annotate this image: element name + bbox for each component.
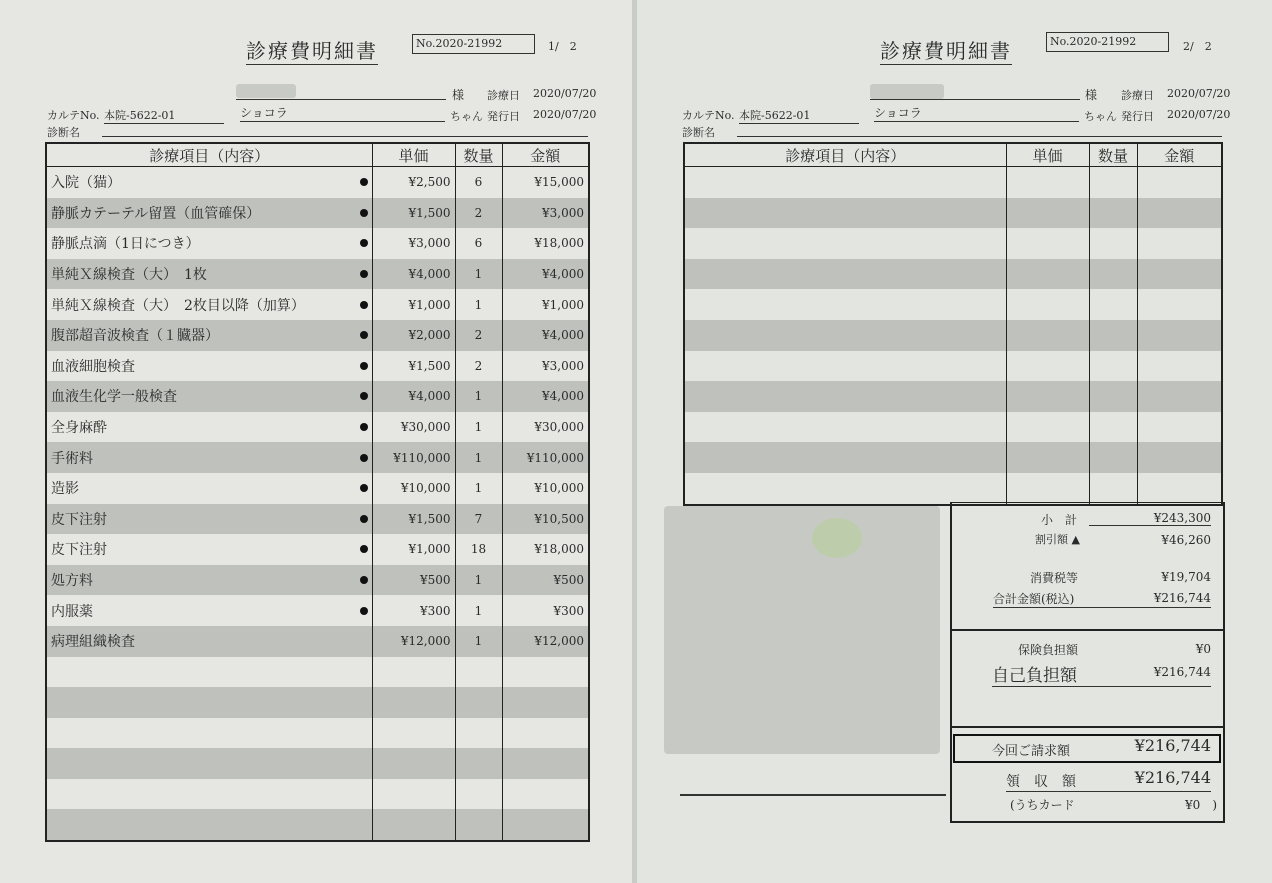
- item-price: [372, 748, 455, 779]
- document-title: 診療費明細書: [880, 35, 1012, 65]
- karte-label: カルテNo.: [682, 109, 735, 122]
- item-price: [372, 687, 455, 718]
- pet-name: ショコラ: [874, 104, 1079, 122]
- item-name: [46, 779, 372, 810]
- card-value: ¥0 ): [1185, 798, 1217, 812]
- item-amount: ¥500: [502, 565, 589, 596]
- bullet-dot-icon: [360, 331, 368, 339]
- exam-date: 2020/07/20: [1167, 87, 1231, 100]
- item-name: [46, 748, 372, 779]
- table-row: [46, 504, 589, 535]
- item-amount: [1137, 381, 1222, 412]
- item-qty: 2: [455, 198, 502, 229]
- issue-date-label: 発行日: [1121, 110, 1154, 123]
- bullet-dot-icon: [360, 484, 368, 492]
- exam-date-label: 診療日: [1121, 89, 1154, 102]
- item-amount: ¥15,000: [502, 167, 589, 198]
- table-row: [46, 167, 589, 198]
- tax-label: 消費税等: [1030, 571, 1079, 585]
- document-number: No.2020-21992: [412, 34, 535, 54]
- item-amount: ¥4,000: [502, 381, 589, 412]
- item-name: [46, 657, 372, 688]
- item-price: [1006, 442, 1089, 473]
- table-row: [684, 320, 1222, 351]
- bullet-dot-icon: [360, 423, 368, 431]
- item-qty: [1089, 381, 1137, 412]
- column-price: 単価: [372, 143, 455, 167]
- item-amount: [1137, 351, 1222, 382]
- item-amount: [502, 657, 589, 688]
- item-name: [684, 259, 1006, 290]
- item-price: [372, 718, 455, 749]
- item-qty: 7: [455, 504, 502, 535]
- received-value: ¥216,744: [1134, 768, 1211, 787]
- item-name: [684, 412, 1006, 443]
- item-name: [46, 809, 372, 841]
- item-amount: [1137, 228, 1222, 259]
- item-amount: [1137, 412, 1222, 443]
- page-2: [637, 0, 1272, 883]
- item-price: ¥110,000: [372, 442, 455, 473]
- item-price: [1006, 289, 1089, 320]
- item-price: ¥2,000: [372, 320, 455, 351]
- item-qty: [1089, 228, 1137, 259]
- item-price: [1006, 198, 1089, 229]
- issue-date: 2020/07/20: [533, 108, 597, 121]
- total-label: 合計金額(税込): [993, 590, 1211, 608]
- item-amount: ¥12,000: [502, 626, 589, 657]
- item-amount: [502, 809, 589, 841]
- item-qty: 1: [455, 412, 502, 443]
- item-qty: 2: [455, 320, 502, 351]
- pet-name: ショコラ: [240, 104, 445, 122]
- column-price: 単価: [1006, 143, 1089, 167]
- item-price: [372, 809, 455, 841]
- bullet-dot-icon: [360, 301, 368, 309]
- chan-label: ちゃん: [1084, 110, 1117, 123]
- table-row: [46, 381, 589, 412]
- page-number: 2/ 2: [1183, 40, 1212, 53]
- issue-date: 2020/07/20: [1167, 108, 1231, 121]
- page-number: 1/ 2: [548, 40, 577, 53]
- bullet-dot-icon: [360, 545, 368, 553]
- table-row: [46, 534, 589, 565]
- item-qty: [1089, 473, 1137, 505]
- item-amount: [1137, 259, 1222, 290]
- item-price: ¥10,000: [372, 473, 455, 504]
- item-qty: [1089, 259, 1137, 290]
- item-amount: [1137, 442, 1222, 473]
- table-row: [684, 442, 1222, 473]
- bullet-dot-icon: [360, 454, 368, 462]
- received-label: 領 収 額: [1006, 771, 1211, 792]
- table-row: [46, 351, 589, 382]
- item-amount: [1137, 320, 1222, 351]
- item-name: 腹部超音波検査（１臓器）: [46, 320, 372, 351]
- item-qty: [1089, 320, 1137, 351]
- owner-name-redacted: [236, 84, 296, 98]
- karte-number: 本院-5622-01: [104, 107, 224, 124]
- item-name: 単純Ｘ線検査（大） 1枚: [46, 259, 372, 290]
- item-amount: ¥4,000: [502, 320, 589, 351]
- item-price: [372, 779, 455, 810]
- items-table-empty: [683, 142, 1223, 506]
- page-1: [0, 0, 632, 883]
- item-price: [372, 657, 455, 688]
- table-row: [684, 412, 1222, 443]
- signature-line: [680, 794, 946, 796]
- item-price: ¥1,500: [372, 198, 455, 229]
- item-qty: 2: [455, 351, 502, 382]
- document-number: No.2020-21992: [1046, 32, 1169, 52]
- item-amount: ¥110,000: [502, 442, 589, 473]
- item-amount: ¥1,000: [502, 289, 589, 320]
- karte-number: 本院-5622-01: [739, 107, 859, 124]
- item-name: 単純Ｘ線検査（大） 2枚目以降（加算）: [46, 289, 372, 320]
- bullet-dot-icon: [360, 607, 368, 615]
- table-row: [684, 289, 1222, 320]
- table-row: [46, 595, 589, 626]
- item-amount: ¥30,000: [502, 412, 589, 443]
- item-qty: [1089, 412, 1137, 443]
- billing-label: 今回ご請求額: [992, 744, 1071, 759]
- item-qty: [455, 657, 502, 688]
- item-price: ¥4,000: [372, 259, 455, 290]
- item-price: ¥3,000: [372, 228, 455, 259]
- item-qty: 18: [455, 534, 502, 565]
- column-amount: 金額: [502, 143, 589, 167]
- bullet-dot-icon: [360, 209, 368, 217]
- bullet-dot-icon: [360, 270, 368, 278]
- billing-value: ¥216,744: [1134, 736, 1211, 755]
- item-name: 造影: [46, 473, 372, 504]
- item-price: ¥4,000: [372, 381, 455, 412]
- item-qty: 6: [455, 228, 502, 259]
- item-qty: [1089, 442, 1137, 473]
- exam-date: 2020/07/20: [533, 87, 597, 100]
- item-qty: [455, 687, 502, 718]
- subtotal-value: ¥243,300: [1089, 511, 1211, 526]
- item-amount: [1137, 167, 1222, 198]
- diagnosis-line: [102, 136, 588, 137]
- item-qty: 6: [455, 167, 502, 198]
- item-qty: [455, 718, 502, 749]
- diagnosis-label: 診断名: [47, 126, 80, 139]
- sama-label: 様: [1085, 88, 1098, 102]
- item-amount: [502, 748, 589, 779]
- item-price: [1006, 351, 1089, 382]
- bullet-dot-icon: [360, 239, 368, 247]
- item-name: [46, 718, 372, 749]
- item-qty: [1089, 198, 1137, 229]
- item-name: 処方料: [46, 565, 372, 596]
- table-row: [46, 809, 589, 841]
- item-amount: ¥10,000: [502, 473, 589, 504]
- item-amount: ¥10,500: [502, 504, 589, 535]
- table-row: [684, 198, 1222, 229]
- bullet-dot-icon: [360, 392, 368, 400]
- item-qty: [455, 809, 502, 841]
- discount-value: ¥46,260: [1161, 533, 1211, 547]
- bullet-dot-icon: [360, 576, 368, 584]
- item-name: [684, 228, 1006, 259]
- item-qty: 1: [455, 473, 502, 504]
- item-qty: 1: [455, 626, 502, 657]
- item-name: 病理組織検査: [46, 626, 372, 657]
- item-qty: 1: [455, 565, 502, 596]
- item-price: [1006, 228, 1089, 259]
- item-name: 静脈カテーテル留置（血管確保）: [46, 198, 372, 229]
- table-row: [46, 687, 589, 718]
- item-price: ¥1,000: [372, 289, 455, 320]
- item-price: ¥2,500: [372, 167, 455, 198]
- table-row: [46, 442, 589, 473]
- table-row: [684, 167, 1222, 198]
- item-price: ¥1,500: [372, 504, 455, 535]
- item-qty: 1: [455, 259, 502, 290]
- chan-label: ちゃん: [450, 110, 483, 123]
- insurance-label: 保険負担額: [1018, 643, 1079, 657]
- table-row: [46, 320, 589, 351]
- table-row: [684, 351, 1222, 382]
- item-price: [1006, 167, 1089, 198]
- self-pay-value: ¥216,744: [1153, 665, 1211, 679]
- item-qty: [1089, 351, 1137, 382]
- bullet-dot-icon: [360, 178, 368, 186]
- item-price: ¥30,000: [372, 412, 455, 443]
- item-name: [684, 320, 1006, 351]
- bullet-dot-icon: [360, 515, 368, 523]
- item-qty: [455, 779, 502, 810]
- item-qty: 1: [455, 595, 502, 626]
- item-amount: ¥18,000: [502, 228, 589, 259]
- table-row: [46, 565, 589, 596]
- item-price: [1006, 259, 1089, 290]
- item-name: [684, 289, 1006, 320]
- item-name: 静脈点滴（1日につき）: [46, 228, 372, 259]
- card-label: (うちカード: [1010, 798, 1075, 812]
- sama-label: 様: [452, 88, 465, 102]
- item-qty: [1089, 167, 1137, 198]
- item-name: [684, 351, 1006, 382]
- summary-divider: [952, 726, 1223, 728]
- item-price: ¥300: [372, 595, 455, 626]
- owner-name-redacted: [870, 84, 944, 99]
- subtotal-label: 小 計: [1041, 513, 1078, 527]
- total-value: ¥216,744: [1153, 591, 1211, 605]
- table-row: [46, 228, 589, 259]
- item-name: [684, 167, 1006, 198]
- diagnosis-line: [737, 136, 1222, 137]
- item-name: 皮下注射: [46, 534, 372, 565]
- item-amount: ¥4,000: [502, 259, 589, 290]
- item-qty: 1: [455, 289, 502, 320]
- item-name: [684, 473, 1006, 505]
- item-amount: [502, 718, 589, 749]
- column-qty: 数量: [1089, 143, 1137, 167]
- diagnosis-label: 診断名: [682, 126, 715, 139]
- item-price: ¥500: [372, 565, 455, 596]
- table-row: [46, 718, 589, 749]
- table-row: [46, 473, 589, 504]
- item-name: 入院（猫）: [46, 167, 372, 198]
- item-name: 皮下注射: [46, 504, 372, 535]
- table-row: [46, 289, 589, 320]
- item-qty: [455, 748, 502, 779]
- table-row: [46, 626, 589, 657]
- item-name: 全身麻酔: [46, 412, 372, 443]
- item-name: 内服薬: [46, 595, 372, 626]
- item-price: ¥12,000: [372, 626, 455, 657]
- owner-name-line: [236, 99, 446, 100]
- item-price: [1006, 320, 1089, 351]
- table-row: [684, 228, 1222, 259]
- item-price: ¥1,000: [372, 534, 455, 565]
- item-amount: ¥3,000: [502, 351, 589, 382]
- table-row: [46, 779, 589, 810]
- item-name: [684, 198, 1006, 229]
- tax-value: ¥19,704: [1161, 570, 1211, 584]
- item-amount: ¥3,000: [502, 198, 589, 229]
- item-price: [1006, 412, 1089, 443]
- table-row: [684, 259, 1222, 290]
- item-name: [46, 687, 372, 718]
- table-row: [46, 412, 589, 443]
- bullet-dot-icon: [360, 362, 368, 370]
- karte-label: カルテNo.: [47, 109, 100, 122]
- item-amount: [1137, 198, 1222, 229]
- column-amount: 金額: [1137, 143, 1222, 167]
- column-qty: 数量: [455, 143, 502, 167]
- table-row: [684, 381, 1222, 412]
- issue-date-label: 発行日: [487, 110, 520, 123]
- item-name: [684, 381, 1006, 412]
- table-row: [46, 198, 589, 229]
- table-row: [684, 473, 1222, 505]
- stamp-blur: [812, 518, 862, 558]
- table-row: [46, 657, 589, 688]
- item-price: ¥1,500: [372, 351, 455, 382]
- clinic-stamp-redacted: [664, 506, 940, 754]
- item-amount: ¥18,000: [502, 534, 589, 565]
- item-name: 血液生化学一般検査: [46, 381, 372, 412]
- item-qty: 1: [455, 442, 502, 473]
- item-price: [1006, 381, 1089, 412]
- item-amount: [502, 779, 589, 810]
- self-pay-label: 自己負担額: [992, 661, 1211, 687]
- insurance-value: ¥0: [1195, 642, 1211, 656]
- column-item: 診療項目（内容）: [46, 143, 372, 167]
- column-item: 診療項目（内容）: [684, 143, 1006, 167]
- item-amount: [1137, 289, 1222, 320]
- item-price: [1006, 473, 1089, 505]
- item-qty: 1: [455, 381, 502, 412]
- item-name: [684, 442, 1006, 473]
- table-row: [46, 259, 589, 290]
- item-amount: [1137, 473, 1222, 505]
- items-table: [45, 142, 590, 842]
- discount-label: 割引額 ▲: [1035, 533, 1080, 546]
- item-amount: [502, 687, 589, 718]
- exam-date-label: 診療日: [487, 89, 520, 102]
- summary-divider: [952, 629, 1223, 631]
- item-amount: ¥300: [502, 595, 589, 626]
- item-name: 手術料: [46, 442, 372, 473]
- document-title: 診療費明細書: [246, 35, 378, 65]
- table-row: [46, 748, 589, 779]
- item-name: 血液細胞検査: [46, 351, 372, 382]
- owner-name-line: [870, 99, 1080, 100]
- item-qty: [1089, 289, 1137, 320]
